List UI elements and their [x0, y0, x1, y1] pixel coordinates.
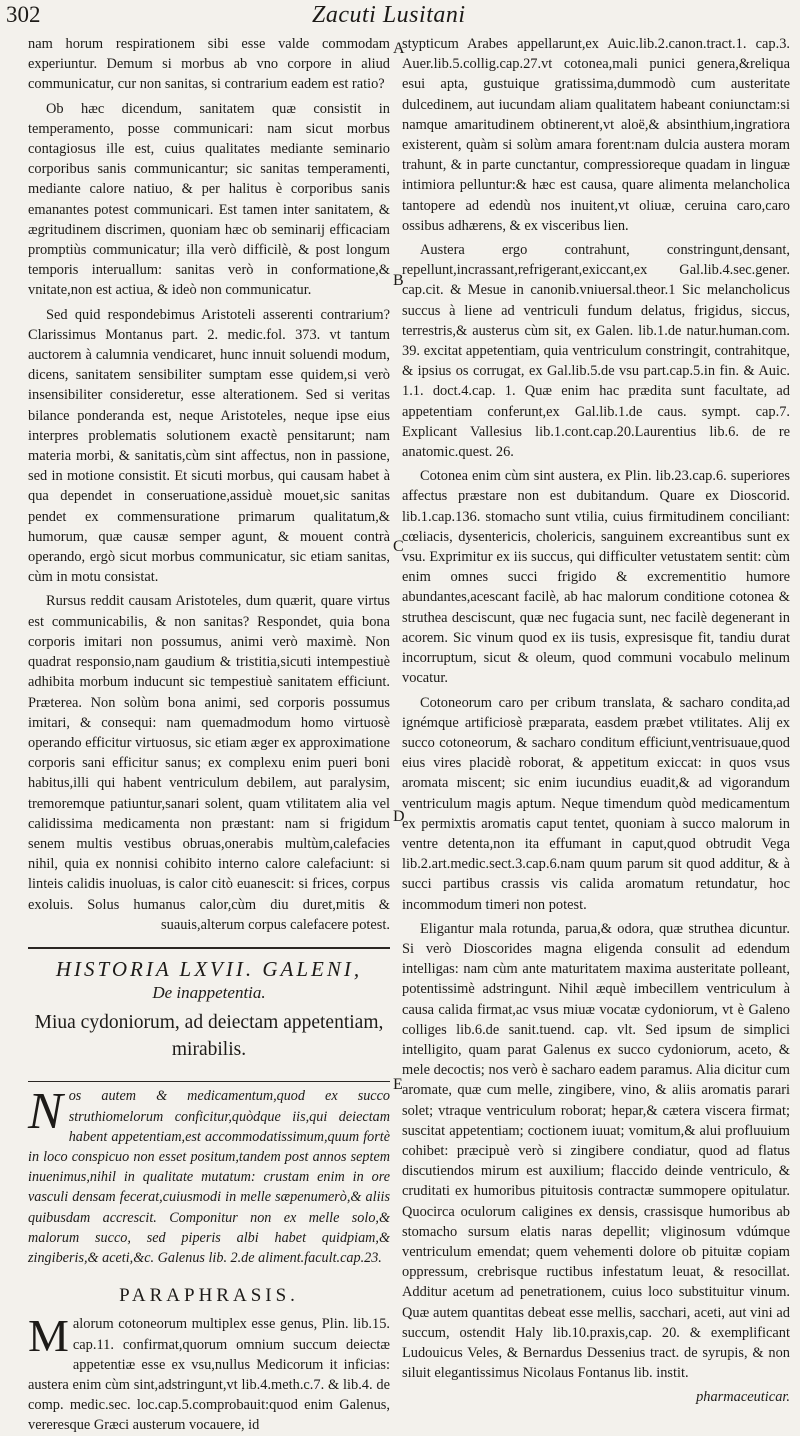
- page-number: 302: [6, 2, 41, 27]
- running-title: Zacuti Lusitani: [312, 2, 466, 28]
- historia-subtitle: De inappetentia.: [152, 983, 266, 1003]
- historia-title: Miua cydoniorum, ad deiectam appetentiam, mirabilis.: [34, 1012, 384, 1061]
- paragraph: Eligantur mala rotunda, parua,& odora, quæ struthea dicuntur. Si verò Dioscorides magna eligenda consulit ad edendum intelligas: nam cùm ante maturitatem maxima austeritate polleant, potentissimè adstringunt. Nihil æquè imbecillem ventriculum à causa calida firmat,ac vsus miuæ vocatæ cydoniorum, vt è Galeno colliges lib.6.de sanit.tuend. cap. vlt. Sed ipsum de simplici intelligito, quam parat Galenus ex succo cydoniorum, aceto, & mele decoctis; nos verò è sacharo eadem paramus. Alia dicitur cum aromate, quæ cum melle, zingibere, vino, & aliis aromatis parari solet; vtraque ventriculum roborat; hepar,& cætera viscera firmat; suscitat appetentiam; coctionem iuuat; vomitum,& alui profluuium cohibet: præcipuè verò si zingibere condiatur, quod ad flatus discutiendos mirum est auxilium; flaccido deinde ventriculo, & cruditati ex humoribus pituitosis contractæ summopere opitulatur. Quocirca oculorum caligines ex densis, crassisque humoribus ab stomacho sursum elatis naras depellit; vliginosum vdúmque ventriculum emendat; quem vehementi dolore ob pituitæ copiam oppressum, crebrisque ructibus infestatum leuat, & resocillat. Additur acetum ad penetrationem, cuius loco substituitur vinum. Quæ autem quantitas debeat esse mellis, sacchari, aceti, aut vini ad succum, ostendit Haly lib.10.praxis,cap. 20. & exemplificant Ludouicus Veles, & Bernardus Dessenius tract. de syrupis, & non siluit elegantissimus Nicolaus Fontanus lib. instit.: [402, 920, 790, 1382]
- paragraph: Rursus reddit causam Aristoteles, dum quærit, quare virtus est communicabilis, & non sanitas? Respondet, quia bona corporis imitari non possumus, animi verò maximè. Non quadrat responsio,nam gaudium & tristitia,sicuti intempestiuè adhibita morbum inducunt sic tempestiuè sanitatem efficiunt. Præterea. Non solùm bona animi, sed corporis possumus imitari, & consequi: nam quemadmodum homo virtuosè operando efficitur virtuosus, sic etiam æger ex approximatione corporis sani efficitur sanus; ex complexu enim pueri boni habitus,illi qui habent ventriculum debilem, aut paralysim, tremoremque patiuntur,sanari solent, quam vtilitatem alia vel calidissima medicamenta non præstant: nam si frigidum senem multis vestibus obruas,onerabis multùm,calefacies nihil, quia ex nonnisi cohibito interno calore calefaciunt: si linteis calidis inuoluas, is calor citò euanescit: si frices, corpus exoluis. Solus humanus calor,cùm diu duret,mitis & suauis,alterum corpus calefacere potest.: [28, 593, 390, 933]
- historia-heading: HISTORIA LXVII. GALENI,: [55, 956, 363, 981]
- paraphrasis-heading: PARAPHRASIS.: [119, 1285, 299, 1307]
- left-column: [28, 34, 390, 1436]
- paragraph: Cotonea enim cùm sint austera, ex Plin. lib.23.cap.6. superiores affectus præstare non est dubitandum. Quare ex Dioscorid. lib.1.cap.136. stomacho sunt vtilia, cuius firmitudinem conciliant: cœliacis, dysentericis, cholericis, sanguinem excreantibus sunt ex vsu. Exprimitur ex iis succus, qui difficulter vetustatem sentit: cùm enim omnes succi frigido & excrementitio humore abundantes,acescant facilè, ab hac malorum conditione cotonea & struthea desciscunt, quæ nec fugacia sunt, nec facilè degenerant in acorem. Sic vinum quod ex iis tusis, expresisque fit, tandiu durat incorruptum, sicut & oleum, quod communi vocabulo melinum vocatur.: [402, 468, 790, 687]
- margin-letter-e: E: [393, 1076, 403, 1093]
- page-header: [0, 0, 800, 30]
- margin-letter-a: A: [393, 40, 405, 57]
- drop-cap: M: [28, 1310, 69, 1362]
- paraphrasis-text: alorum cotoneorum multiplex esse genus, Plin. lib.15. cap.11. confirmat,quorum omnium succum deiectæ appetentiæ esse ex vsu,nullus Medicorum it inficias: austera enim cùm sint,adstringunt,vt lib.4.meth.c.7. & lib.4. de comp. medic.sec. loc.cap.5.comprobauit:quod enim Galenus, vereresque Græci austerum vocauere, id: [28, 1316, 390, 1434]
- quote-text: os autem & medicamentum,quod ex succo struthiomelorum conficitur,quòdque iis,qui deiectam habent appetentiam,est accommodatissimum,quum fortè in loco conspicuo non esset positum,tandem post annos septem inuenimus,nihil in qualitate mutatum: crustam enim in ore vasculi densam fecerat,cuiusmodi in melle sæpenumerò,& aliis quibusdam accrescit. Componitur non ex melle solo,& malorum succo, sed piperis albi habet quidpiam,& zingiberis,& aceti,&c. Galenus lib. 2.de aliment.facult.cap.23.: [28, 1088, 390, 1266]
- margin-letter-c: C: [393, 538, 404, 555]
- paragraph: stypticum Arabes appellarunt,ex Auic.lib.2.canon.tract.1. cap.3. Auer.lib.5.collig.cap.27.vt cotonea,mali punici genera,&reliqua esui apta, gustuique gratissima,dummodò cum austeritate dulcedinem, aut iucundam aliam qualitatem habeant coniunctam:si namque amaritudinem obtinerent,vt aloë,& absinthium,ingratiora existerent, quàm si solùm amara forent:nam dulcia austera moram trahunt, & in parte cunctantur, compressioreque quadam in linguæ intimiora pelluntur:& hæc est causa, quare alimenta melancholica tantopere ad edendù nos inuitent,vt oliuæ, ceruina caro,caro ossibus adhærens, & ex visceribus lien.: [402, 36, 790, 234]
- paraphrasis-body: [28, 1310, 390, 1435]
- quote-rule: [28, 1081, 390, 1082]
- paragraph: nam horum respirationem sibi esse valde commodam experiuntur. Demum si morbus ab vno corpore in aliud communicatur, cur non sanitas, si contrarium eadem est ratio?: [28, 36, 390, 93]
- drop-cap: N: [28, 1083, 63, 1141]
- paragraph: Cotoneorum caro per cribum translata, & sacharo condita,ad ignémque artificiosè præparata, easdem præbet vtilitates. Alij ex succo cotoneorum, & sacharo conditum efficiunt,ventrisuaue,quod eius vires placidè roborat, & appetitum exiccat: in quos vsus aromata miscent; sic enim iucundius euadit,& ad vigorandum ventriculum magis aptum. Neque timendum quòd medicamentum ex permixtis aromatis caput tentet, quoniam à succo malorum in ventre detenta,non ita effumant in caput,quod obtrudit Vega lib.2.art.medic.sect.3.cap.6.nam quum parum sit quod additur, & à succi partibus crassis vis calida aromatum retundatur, hoc incommodum timeri non potest.: [402, 694, 790, 913]
- paragraph: Sed quid respondebimus Aristoteli asserenti contrarium? Clarissimus Montanus part. 2. medic.fol. 373. vt tantum auctorem à calumnia vendicaret, hunc innuit soluendi modum, dicens, sanitatem sensibiliter sumptam esse quidem,si verò insensibiliter consideretur, esse alterationem. Sed si veritas bilance ponderanda est, neque Aristoteles, neque ipse eius interpres problematis solutionem exactè pensitarunt; nam materia morbi, & sanitatis,cùm sint affectus, non in passione, sed in motione consistit. Et sicuti morbus, qui causam habet à qua dependet in conseruatione,assiduè mouet,sic sanitas pendet ex commensuratione primarum qualitatum,& humorum, quæ causæ semper agunt, & mouent contrà operando, ergò sicut morbus communicatur, sic etiam sanitas, cùm in motu consistat.: [28, 306, 390, 586]
- paragraph: Ob hæc dicendum, sanitatem quæ consistit in temperamento, posse communicari: nam sicut morbus contagiosus ille est, cuius qualitates mediante seminario corporibus sanis communicantur; sic sanitas temperamenti, mediante calore natiuo, & per halitus è corporibus sanis emanantes potest communicari. Est tamen inter sanitatem, & ægritudinem discrimen, quoniam hæc ob seminarij efficaciam promptiùs communicatur; illa verò difficilè, & post longum temporis interuallum: sanitas verò in conformatione,& vnitate,non est actiua, & ideò non communicatur.: [28, 100, 390, 299]
- section-rule: [28, 947, 390, 949]
- galen-quote: [28, 1083, 390, 1268]
- margin-letter-b: B: [393, 272, 404, 289]
- paragraph: Austera ergo contrahunt, constringunt,densant, repellunt,incrassant,refrigerant,exiccant,ex Gal.lib.4.sec.gener. cap.cit. & Mesue in canonib.vniuersal.theor.1 Sic melancholicus succus à liene ad ventriculi fundum delatus, frigidus, siccus, terrestris,& austerus cùm sit, ex Galen. lib.1.de natur.human.com. 39. excitat appetentiam, quia ventriculum constringit, contrahitque, & ipsius os corrugat, ex Gal.lib.5.de vsu part.cap.5.in fin. & Auic. 1.1. doct.4.cap. 1. Quæ enim hac prædita sunt facultate, ad appetentiam conferunt,ex Gal.lib.1.de caus. sympt. cap.7. Explicant Vallesius lib.1.cont.cap.20.Laurentius lib.6. de re anatomic.quest. 26.: [402, 242, 790, 461]
- catchword: pharmaceuticar.: [696, 1389, 790, 1406]
- margin-letter-d: D: [393, 808, 405, 825]
- right-column: [402, 34, 790, 1408]
